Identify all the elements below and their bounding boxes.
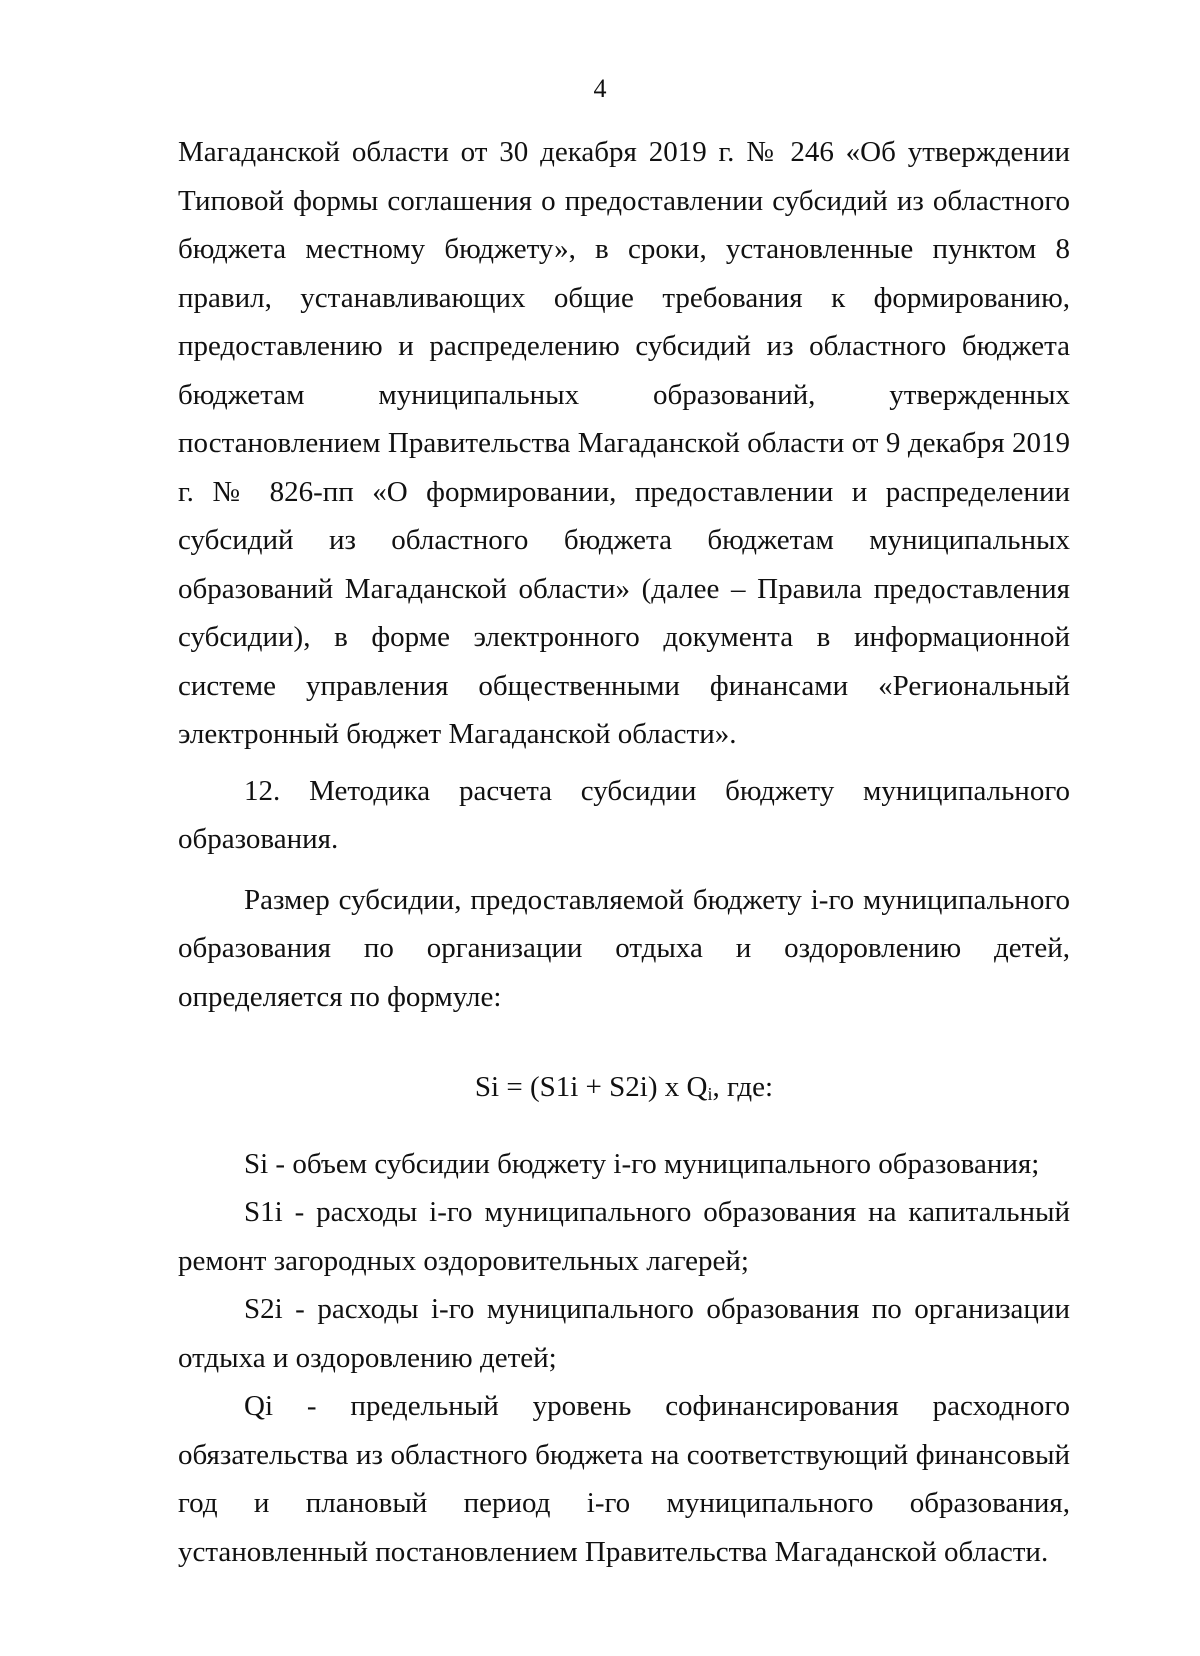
spacer [178, 864, 1070, 876]
definition-qi: Qi - предельный уровень софинансирования расходного обязательства из областного бюджета на соответствующий финансовый год и плановый период i-го муниципального образования, установленный постановлением Правительства Магаданской области. [178, 1390, 1070, 1568]
formula-subscript: i [707, 1084, 713, 1104]
definition-s2i: S2i - расходы i-го муниципального образования по организации отдыха и оздоровлению детей; [178, 1293, 1070, 1374]
document-body [178, 128, 1070, 1576]
formula [178, 1063, 1070, 1112]
formula-tail: , где: [712, 1071, 774, 1103]
formula-main: Si = (S1i + S2i) x Q [474, 1071, 708, 1103]
paragraph-subsidy-size: Размер субсидии, предоставляемой бюджету i-го муниципального образования по организации отдыха и оздоровлению детей, определяется по формуле: [178, 883, 1070, 1013]
definition-si: Si - объем субсидии бюджету i-го муниципального образования; [244, 1147, 1040, 1180]
spacer [178, 759, 1070, 767]
page-number: 4 [593, 74, 607, 103]
definition-s1i: S1i - расходы i-го муниципального образования на капитальный ремонт загородных оздоровительных лагерей; [178, 1196, 1070, 1277]
paragraph-continuation: Магаданской области от 30 декабря 2019 г. № 246 «Об утверждении Типовой формы соглашения о предоставлении субсидий из областного бюджета местному бюджету», в сроки, установленные пунктом 8 правил, устанавливающих общие требования к формированию, предоставлению и распределению субсидий из областного бюджета бюджетам муниципальных образований, утвержденных постановлением Правительства Магаданской области от 9 декабря 2019 г. № 826-пп «О формировании, предоставлении и распределении субсидий из областного бюджета бюджетам муниципальных образований Магаданской области» (далее – Правила предоставления субсидии), в форме электронного документа в информационной системе управления общественными финансами «Региональный электронный бюджет Магаданской области». [178, 136, 1070, 750]
paragraph-section-12: 12. Методика расчета субсидии бюджету муниципального образования. [178, 774, 1070, 855]
